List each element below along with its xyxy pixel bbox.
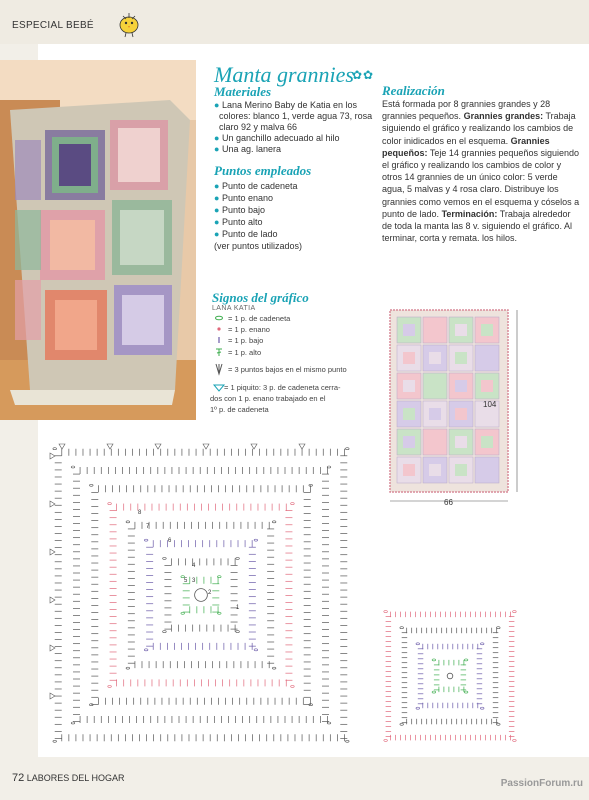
width-dimension: 66 <box>444 498 453 507</box>
stitch-item: ● Punto alto <box>214 217 263 227</box>
schema-granny-center <box>455 352 467 364</box>
materials-line: claro 92 y malva 66 <box>219 122 298 132</box>
schema-granny-center <box>403 324 415 336</box>
schema-granny-center <box>403 464 415 476</box>
round-number-7: 7 <box>146 524 150 530</box>
chain-symbol-icon <box>216 316 223 320</box>
picot-mark <box>50 597 55 603</box>
schema-granny-center <box>455 324 467 336</box>
round-number-1: 1 <box>236 605 240 611</box>
schema-granny-center <box>429 436 441 448</box>
center-ring <box>195 589 208 602</box>
corner-chain <box>236 631 240 633</box>
round-number-2: 2 <box>208 590 212 596</box>
stitches-list <box>214 180 302 252</box>
corner-chain <box>126 521 130 523</box>
schema-granny-center <box>455 436 467 448</box>
legend-item: 1º p. de cadeneta <box>210 405 269 414</box>
corner-chain <box>126 667 130 669</box>
corner-chain <box>144 539 148 541</box>
corner-chain <box>345 740 349 742</box>
schema-granny-center <box>403 408 415 420</box>
corner-chain <box>217 612 221 614</box>
corner-chain <box>480 643 484 645</box>
stitch-item: ● Punto de cadeneta <box>214 181 298 191</box>
slip-stitch-symbol-icon <box>217 327 220 330</box>
stitch-item: ● Punto de lado <box>214 229 278 239</box>
corner-chain <box>217 576 221 578</box>
schema-granny-center <box>481 380 493 392</box>
corner-chain <box>464 691 468 693</box>
page-footer <box>12 772 124 784</box>
corner-chain <box>291 503 295 505</box>
realization-text: Está formada por 8 grannies grandes y 28 grannies pequeños. Grannies grandes: Trabaja siguiendo el gráfico y realizando los cambios de color inidicados en el esquema. Grannies pequeños: Teje 14 grannies pequeños siguiendo el gráfico y realizando los cambios de color y otros 14 grannies de un único color: 5 verde agua, 5 malvas y 4 rosa claro. Distribuye los grannies como vemos en el esquema y cóselos a punto de lado. Terminación: Trabaja alrededor de toda la manta las 8 v. siguiendo el gráfico. Al terminar, corta y remata. los hilos. <box>382 99 580 244</box>
materials-heading: Materiales <box>214 84 272 99</box>
corner-chain <box>254 539 258 541</box>
corner-chain <box>400 723 404 725</box>
materials-line: ● Una ag. lanera <box>214 144 281 154</box>
picot-mark <box>50 645 55 651</box>
magazine-name: LABORES DEL HOGAR <box>26 773 125 783</box>
double-crochet-symbol-icon <box>216 349 222 356</box>
corner-chain <box>513 611 517 613</box>
stitch-item: ● Punto bajo <box>214 205 265 215</box>
materials-line: ● Un ganchillo adecuado al hilo <box>214 133 340 143</box>
stitch-item: ● Punto enano <box>214 193 273 203</box>
materials-line: colores: blanco 1, verde agua 73, rosa <box>219 111 373 121</box>
corner-chain <box>163 631 167 633</box>
corner-chain <box>309 484 313 486</box>
picot-mark <box>251 444 257 449</box>
corner-chain <box>432 691 436 693</box>
corner-chain <box>432 659 436 661</box>
schema-granny-center <box>403 352 415 364</box>
picot-mark <box>50 549 55 555</box>
corner-chain <box>513 739 517 741</box>
picot-symbol-icon <box>214 385 224 391</box>
legend-item: = 3 puntos bajos en el mismo punto <box>228 365 347 374</box>
round-number-5: 5 <box>184 578 188 584</box>
schema-granny-center <box>455 464 467 476</box>
schema-granny-center <box>481 324 493 336</box>
round-number-6: 6 <box>168 538 172 544</box>
stitch-note: (ver puntos utilizados) <box>214 241 303 251</box>
picot-mark <box>50 693 55 699</box>
schema-granny-center <box>481 436 493 448</box>
corner-chain <box>400 627 404 629</box>
corner-chain <box>53 740 57 742</box>
legend-item: = 1 p. enano <box>228 325 270 334</box>
corner-chain <box>236 557 240 559</box>
legend-item: = 1 p. de cadeneta <box>228 314 291 323</box>
legend-heading: Signos del gráfico <box>212 290 309 305</box>
materials-line: ● Lana Merino Baby de Katia en los <box>214 100 358 110</box>
corner-chain <box>416 643 420 645</box>
corner-chain <box>89 704 93 706</box>
center-ring <box>447 673 453 679</box>
corner-chain <box>416 707 420 709</box>
height-dimension: 104 <box>483 400 497 409</box>
materials-list <box>214 100 372 155</box>
corner-chain <box>144 649 148 651</box>
schema-granny-center <box>455 408 467 420</box>
legend-item: = 1 p. alto <box>228 348 262 357</box>
corner-chain <box>480 707 484 709</box>
assembly-schema <box>385 305 525 513</box>
picot-mark <box>203 444 209 449</box>
legend-item: = 1 piquito: 3 p. de cadeneta cerra- <box>224 383 341 392</box>
blanket-photo <box>0 60 196 420</box>
round-number-8: 8 <box>138 510 142 516</box>
schema-granny-center <box>429 464 441 476</box>
round-number-3: 3 <box>192 578 196 584</box>
corner-chain <box>384 611 388 613</box>
legend-brand: LANA KATIA <box>212 305 256 312</box>
picot-mark <box>299 444 305 449</box>
picot-mark <box>50 501 55 507</box>
schema-granny-center <box>455 380 467 392</box>
corner-chain <box>464 659 468 661</box>
corner-chain <box>272 667 276 669</box>
schema-granny-center <box>481 352 493 364</box>
schema-granny-center <box>429 324 441 336</box>
schema-granny-center <box>429 380 441 392</box>
legend-item: dos con 1 p. enano trabajado en el <box>210 394 326 403</box>
picot-mark <box>155 444 161 449</box>
schema-granny-center <box>403 380 415 392</box>
corner-chain <box>71 466 75 468</box>
schema-granny-center <box>429 408 441 420</box>
article-title: Manta grannies <box>214 62 354 87</box>
picot-mark <box>107 444 113 449</box>
corner-chain <box>53 448 57 450</box>
corner-chain <box>71 722 75 724</box>
schema-granny-center <box>403 436 415 448</box>
corner-chain <box>291 685 295 687</box>
round-number-4: 4 <box>192 563 196 569</box>
legend-item: = 1 p. bajo <box>228 336 264 345</box>
corner-chain <box>108 685 112 687</box>
schema-granny-center <box>429 352 441 364</box>
big-granny-chart <box>42 436 360 754</box>
realization-heading: Realización <box>382 83 445 98</box>
corner-chain <box>309 704 313 706</box>
section-label: ESPECIAL BEBÉ <box>12 20 94 31</box>
schema-granny-center <box>481 464 493 476</box>
corner-chain <box>345 448 349 450</box>
corner-chain <box>254 649 258 651</box>
flower-icon: ✿✿ <box>352 68 375 82</box>
schema-granny-center <box>481 408 493 420</box>
small-granny-chart <box>380 606 520 746</box>
corner-chain <box>89 484 93 486</box>
picot-mark <box>59 444 65 449</box>
corner-chain <box>384 739 388 741</box>
corner-chain <box>181 612 185 614</box>
corner-chain <box>163 557 167 559</box>
three-sc-symbol-icon <box>216 364 222 374</box>
page-header <box>0 0 589 44</box>
watermark-site: PassionForum.ru <box>500 778 583 789</box>
picot-mark <box>50 453 55 459</box>
corner-chain <box>108 503 112 505</box>
chick-icon <box>112 6 146 40</box>
page-number: 72 <box>12 772 25 784</box>
stitches-heading: Puntos empleados <box>214 163 312 178</box>
corner-chain <box>272 521 276 523</box>
